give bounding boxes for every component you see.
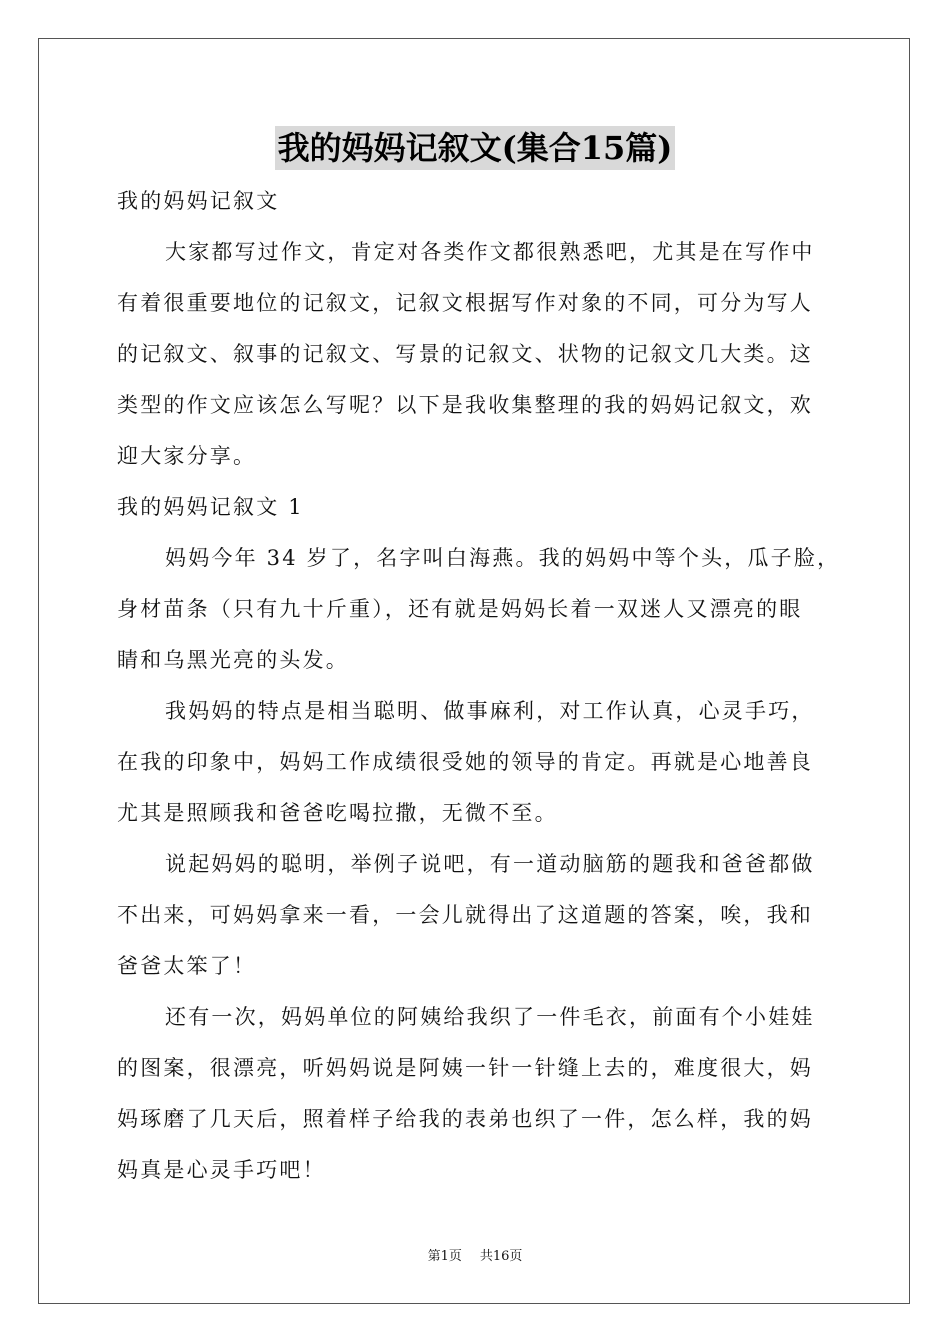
page-footer xyxy=(0,1248,950,1266)
paragraph-line: 的记叙文、叙事的记叙文、写景的记叙文、状物的记叙文几大类。这 xyxy=(117,342,813,366)
paragraph-line: 大家都写过作文，肯定对各类作文都很熟悉吧，尤其是在写作中 xyxy=(165,240,815,264)
section-heading: 我的妈妈记叙文 xyxy=(117,189,280,213)
document-title: 我的妈妈记叙文(集合15篇) xyxy=(275,126,676,170)
page-total: 共16页 xyxy=(479,1249,523,1264)
paragraph-line: 妈真是心灵手巧吧！ xyxy=(117,1158,326,1182)
paragraph-line: 在我的印象中，妈妈工作成绩很受她的领导的肯定。再就是心地善良 xyxy=(117,750,813,774)
paragraph-line: 尤其是照顾我和爸爸吃喝拉撒，无微不至。 xyxy=(117,801,558,825)
page-number: 第1页 xyxy=(427,1249,462,1264)
paragraph-line: 的图案，很漂亮，听妈妈说是阿姨一针一针缝上去的，难度很大，妈 xyxy=(117,1056,813,1080)
paragraph-line: 睛和乌黑光亮的头发。 xyxy=(117,648,349,672)
paragraph-line: 我妈妈的特点是相当聪明、做事麻利，对工作认真，心灵手巧， xyxy=(165,699,815,723)
paragraph-line: 说起妈妈的聪明，举例子说吧，有一道动脑筋的题我和爸爸都做 xyxy=(165,852,815,876)
paragraph-line: 妈妈今年 34 岁了，名字叫白海燕。我的妈妈中等个头，瓜子脸， xyxy=(165,546,841,570)
paragraph-line: 爸爸太笨了！ xyxy=(117,954,257,978)
paragraph-line: 还有一次，妈妈单位的阿姨给我织了一件毛衣，前面有个小娃娃 xyxy=(165,1005,815,1029)
title-container xyxy=(0,126,950,170)
paragraph-line: 有着很重要地位的记叙文，记叙文根据写作对象的不同，可分为写人 xyxy=(117,291,813,315)
paragraph-line: 妈琢磨了几天后，照着样子给我的表弟也织了一件，怎么样，我的妈 xyxy=(117,1107,813,1131)
paragraph-line: 类型的作文应该怎么写呢？以下是我收集整理的我的妈妈记叙文，欢 xyxy=(117,393,813,417)
paragraph-line: 不出来，可妈妈拿来一看，一会儿就得出了这道题的答案，唉，我和 xyxy=(117,903,813,927)
document-body xyxy=(117,176,841,1196)
paragraph-line: 身材苗条（只有九十斤重），还有就是妈妈长着一双迷人又漂亮的眼 xyxy=(117,597,803,621)
section-heading: 我的妈妈记叙文 1 xyxy=(117,495,304,519)
paragraph-line: 迎大家分享。 xyxy=(117,444,257,468)
